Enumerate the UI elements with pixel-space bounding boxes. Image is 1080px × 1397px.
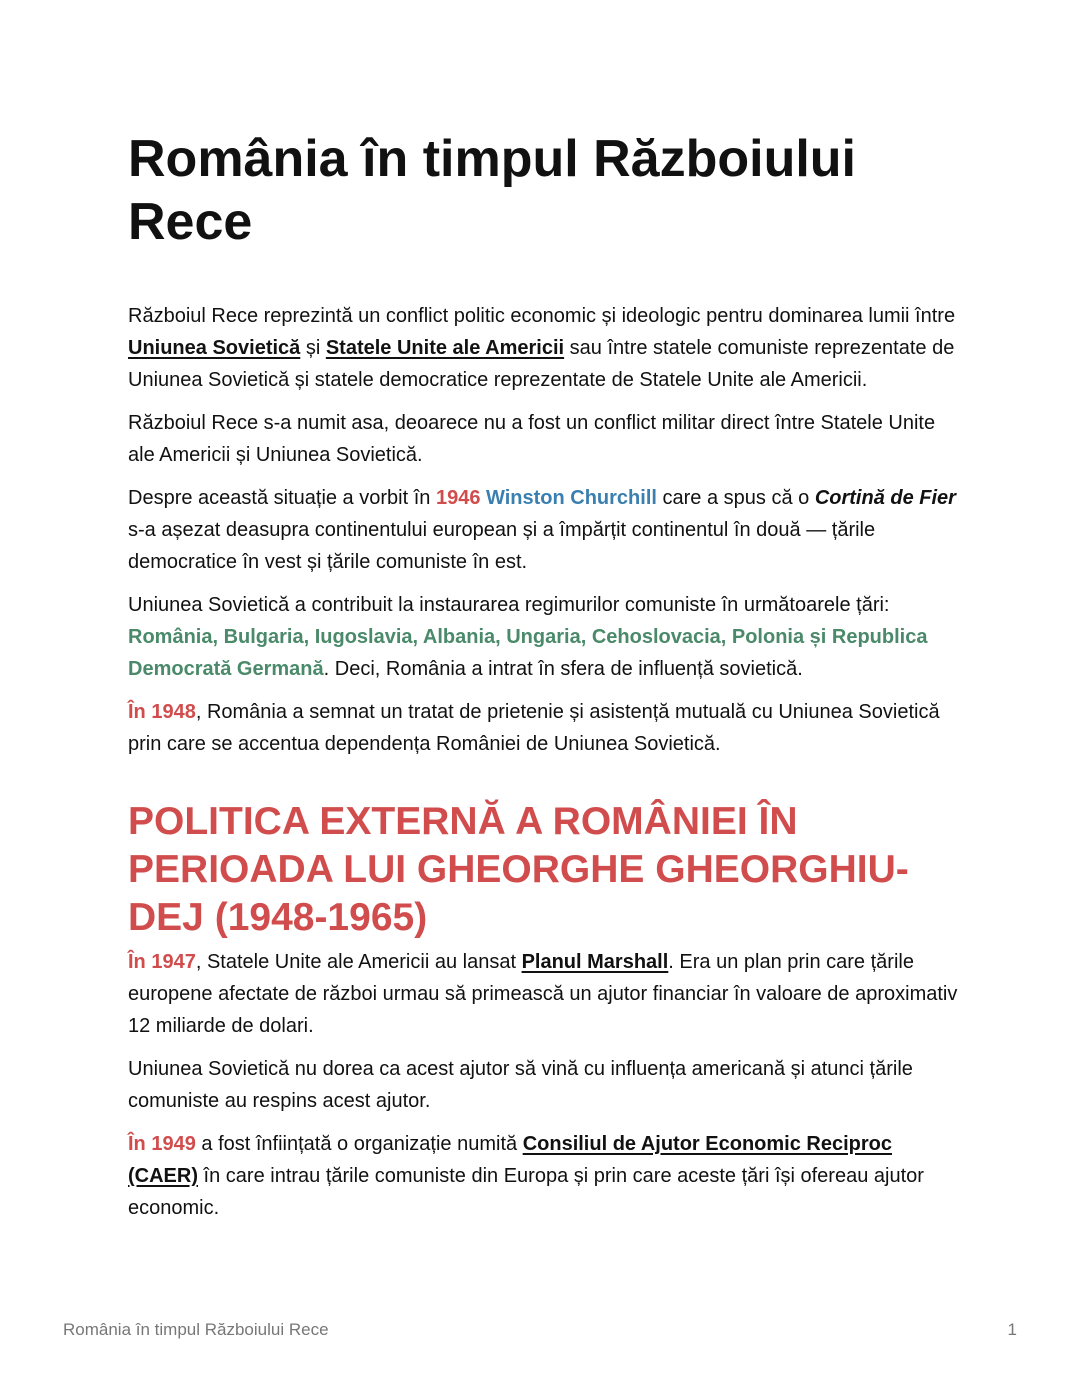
text: sau între statele comuniste reprezentate de Uniunea Sovietică și statele democratice reprezentate de Statele Unite ale Americii.	[128, 337, 955, 391]
page-footer	[63, 1320, 1017, 1340]
paragraph-countries	[128, 589, 958, 685]
text: și	[300, 337, 326, 359]
person-churchill: Winston Churchill	[486, 487, 657, 509]
text: care a spus că o	[656, 487, 815, 509]
paragraph-intro	[128, 300, 958, 396]
text: Războiul Rece reprezintă un conflict politic economic și ideologic pentru dominarea lumii între	[128, 305, 956, 327]
text: s-a așezat deasupra continentului european și a împărțit continentul în două — țările democratice în vest și țările comuniste în est.	[128, 519, 876, 573]
document-title: România în timpul Războiului Rece	[128, 130, 856, 251]
paragraph-marshall	[128, 946, 958, 1042]
term-statele-unite: Statele Unite ale Americii	[325, 337, 565, 359]
year-1946: 1946	[435, 487, 481, 509]
document-page	[128, 128, 958, 1235]
text: , Statele Unite ale Americii au lansat	[195, 951, 522, 973]
page-number: 1	[1007, 1320, 1017, 1339]
year-1947: În 1947	[128, 951, 196, 973]
paragraph-churchill	[128, 482, 958, 578]
term-uniunea-sovietica: Uniunea Sovietică	[128, 337, 301, 359]
term-planul-marshall: Planul Marshall	[521, 951, 669, 973]
countries-list: România, Bulgaria, Iugoslavia, Albania, Ungaria, Cehoslovacia, Polonia și Republica Democrată Germană	[128, 626, 928, 680]
text: Uniunea Sovietică a contribuit la instaurarea regimurilor comuniste în următoarele țări:	[128, 594, 890, 616]
term-cortina-de-fier: Cortină de Fier	[814, 487, 956, 509]
text: a fost înființată o organizație numită	[195, 1133, 523, 1155]
section-heading: POLITICA EXTERNĂ A ROMÂNIEI ÎN PERIOADA LUI GHEORGHE GHEORGHIU-DEJ (1948-1965)	[128, 800, 909, 939]
text: în care intrau țările comuniste din Europa și prin care aceste țări își ofereau ajutor economic.	[128, 1165, 924, 1219]
text: Despre această situație a vorbit în	[128, 487, 436, 509]
term-caer: Consiliul de Ajutor Economic Reciproc (CAER)	[128, 1133, 892, 1187]
paragraph-rejection: Uniunea Sovietică nu dorea ca acest ajutor să vină cu influența americană și atunci țările comuniste au respins acest ajutor.	[128, 1058, 913, 1112]
year-1948: În 1948	[128, 701, 196, 723]
year-1949: În 1949	[128, 1133, 196, 1155]
paragraph-name-origin: Războiul Rece s-a numit asa, deoarece nu a fost un conflict militar direct între Statele Unite ale Americii și Uniunea Sovietică.	[128, 412, 936, 466]
text: . Deci, România a intrat în sfera de influență sovietică.	[323, 658, 803, 680]
footer-title: România în timpul Războiului Rece	[63, 1320, 329, 1339]
text: . Era un plan prin care țările europene afectate de război urmau să primească un ajutor financiar în valoare de aproximativ 12 miliarde de dolari.	[128, 951, 958, 1037]
paragraph-1948	[128, 696, 958, 760]
text: , România a semnat un tratat de prietenie și asistență mutuală cu Uniunea Sovietică prin care se accentua dependența României de Uniunea Sovietică.	[128, 701, 940, 755]
paragraph-caer	[128, 1128, 958, 1224]
